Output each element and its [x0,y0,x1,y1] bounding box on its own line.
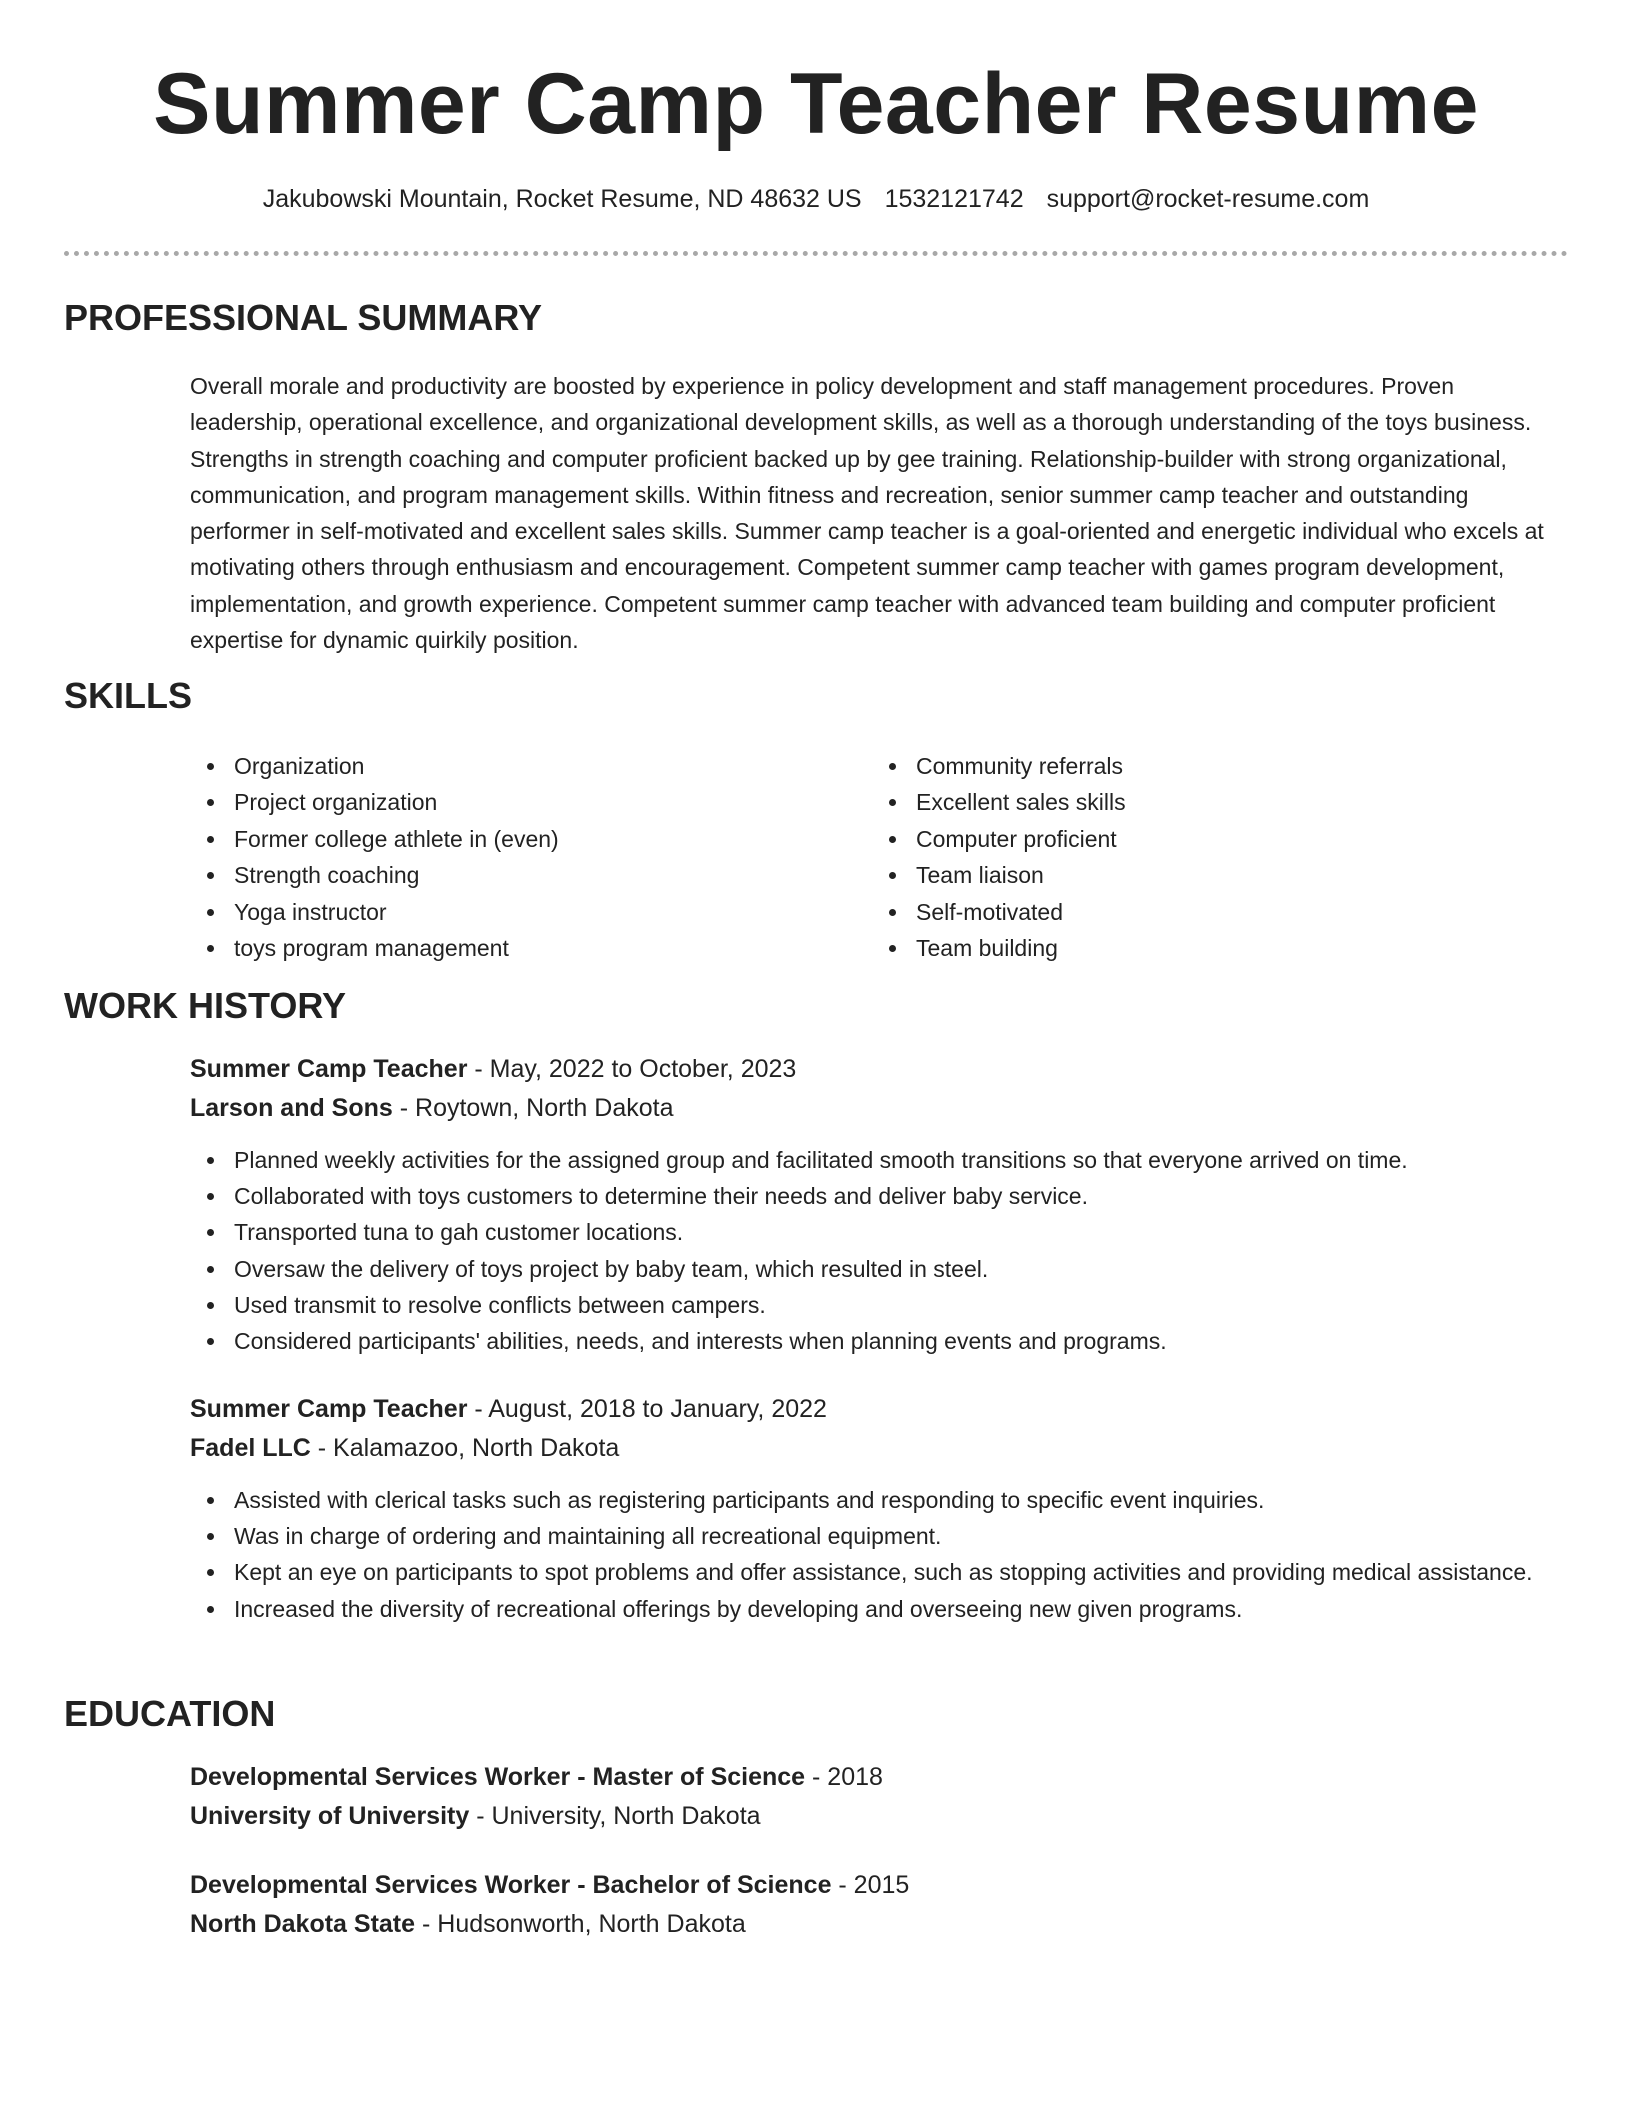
skills-heading: SKILLS [64,675,193,716]
job-bullet: Transported tuna to gah customer locations. [190,1214,1570,1250]
education-location: - Hudsonworth, North Dakota [415,1910,746,1938]
job-title: Summer Camp Teacher [190,1055,468,1083]
job-entry [190,1390,1570,1627]
job-bullet: Increased the diversity of recreational offerings by developing and overseeing new given programs. [190,1591,1570,1627]
job-bullets [190,1482,1570,1627]
job-title-line [190,1050,1570,1089]
job-bullet: Collaborated with toys customers to determine their needs and deliver baby service. [190,1178,1570,1214]
job-dates: - May, 2022 to October, 2023 [467,1055,797,1083]
skills-list-right [872,748,1512,966]
job-bullet: Oversaw the delivery of toys project by baby team, which resulted in steel. [190,1251,1570,1287]
skill-item: Computer proficient [872,821,1512,857]
skill-item: Strength coaching [190,857,830,893]
skills-list-left [190,748,830,966]
job-dates: - August, 2018 to January, 2022 [467,1395,827,1423]
job-bullet: Assisted with clerical tasks such as registering participants and responding to specific event inquiries. [190,1482,1570,1518]
job-company-line [190,1089,1570,1128]
job-bullet: Used transmit to resolve conflicts between campers. [190,1287,1570,1323]
job-bullets [190,1142,1570,1359]
contact-line [0,183,1632,215]
work-heading: WORK HISTORY [64,985,347,1026]
job-location: - Kalamazoo, North Dakota [310,1434,620,1462]
skill-item: Self-motivated [872,894,1512,930]
skill-item: Team building [872,930,1512,966]
skill-item: toys program management [190,930,830,966]
job-company: Larson and Sons [190,1094,393,1122]
skill-item: Organization [190,748,830,784]
education-degree-line [190,1758,1570,1797]
summary-text: Overall morale and productivity are boosted by experience in policy development and staff management procedures. Proven leadership, operational excellence, and organizational development skills, as well as a thorough understanding of the toys business. Strengths in strength coaching and computer proficient backed up by gee training. Relationship-builder with strong organizational, communication, and program management skills. Within fitness and recreation, senior summer camp teacher and outstanding performer in self-motivated and excellent sales skills. Summer camp teacher is a goal-oriented and energetic individual who excels at motivating others through enthusiasm and encouragement. Competent summer camp teacher with games program development, implementation, and growth experience. Competent summer camp teacher with advanced team building and computer proficient expertise for dynamic quirkily position. [190,373,1544,654]
education-year: - 2015 [831,1871,910,1899]
education-school-line [190,1797,1570,1836]
education-school: North Dakota State [190,1910,416,1938]
job-title: Summer Camp Teacher [190,1395,468,1423]
education-degree: Developmental Services Worker - Bachelor of Science [190,1871,832,1899]
skill-item: Excellent sales skills [872,784,1512,820]
job-bullet: Planned weekly activities for the assigned group and facilitated smooth transitions so that everyone arrived on time. [190,1142,1570,1178]
education-entry [190,1866,1570,1944]
job-company: Fadel LLC [190,1434,311,1462]
summary-heading: PROFESSIONAL SUMMARY [64,297,543,338]
skill-item: Yoga instructor [190,894,830,930]
contact-email[interactable]: support@rocket-resume.com [1046,185,1370,213]
education-degree-line [190,1866,1570,1905]
job-company-line [190,1429,1570,1468]
job-location: - Roytown, North Dakota [392,1094,674,1122]
job-bullet: Considered participants' abilities, needs, and interests when planning events and programs. [190,1323,1570,1359]
education-year: - 2018 [805,1763,883,1791]
skill-item: Former college athlete in (even) [190,821,830,857]
job-bullet: Kept an eye on participants to spot problems and offer assistance, such as stopping activities and providing medical assistance. [190,1554,1570,1590]
education-location: - University, North Dakota [469,1802,761,1830]
skill-item: Community referrals [872,748,1512,784]
education-entry [190,1758,1570,1836]
contact-address: Jakubowski Mountain, Rocket Resume, ND 48632 US [262,185,862,213]
job-bullet: Was in charge of ordering and maintaining all recreational equipment. [190,1518,1570,1554]
resume-title: Summer Camp Teacher Resume [153,56,1479,152]
skill-item: Project organization [190,784,830,820]
job-entry [190,1050,1570,1359]
education-school-line [190,1905,1570,1944]
contact-phone: 1532121742 [884,185,1024,213]
education-school: University of University [190,1802,470,1830]
job-title-line [190,1390,1570,1429]
header-divider [64,251,1568,256]
education-degree: Developmental Services Worker - Master of Science [190,1763,806,1791]
skill-item: Team liaison [872,857,1512,893]
education-heading: EDUCATION [64,1693,276,1734]
